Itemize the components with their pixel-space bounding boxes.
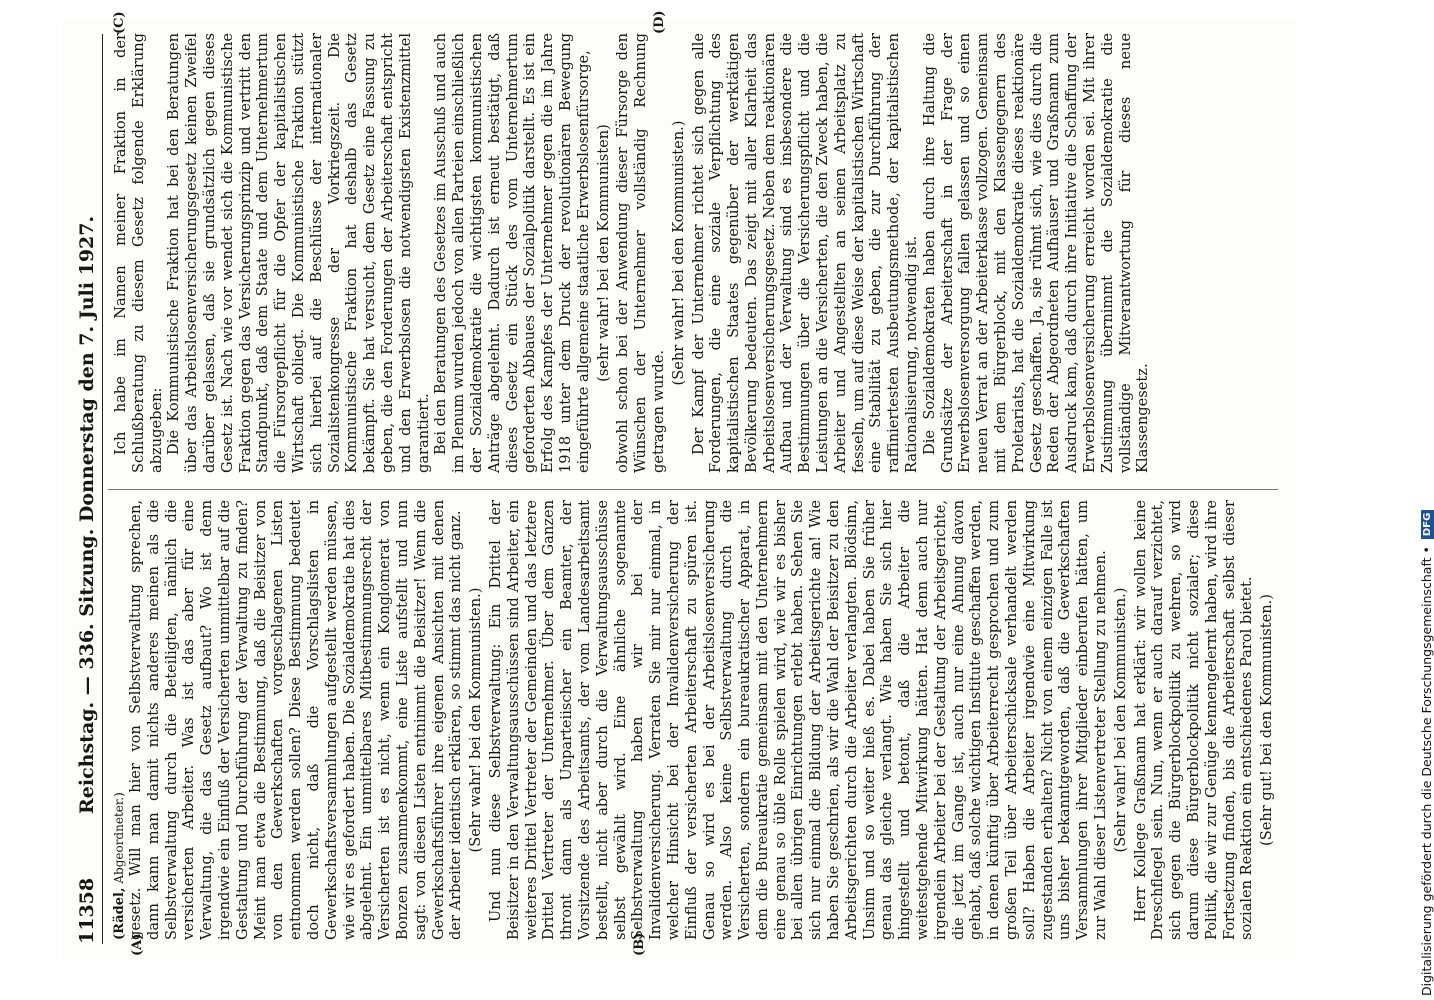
dfg-logo: DFG: [1421, 510, 1434, 539]
interjection: (sehr wahr! bei den Kommunisten): [594, 124, 612, 382]
page-number: 11358: [76, 877, 98, 944]
margin-marker-a: (A): [130, 933, 145, 956]
speaker-line: [112, 500, 127, 940]
interjection: (Sehr wahr! bei den Kommunisten.): [1111, 587, 1129, 853]
right-column: [112, 33, 1282, 473]
body-paragraph: Die Kommunistische Fraktion hat bei den Beratungen über das Arbeitslosenversicherungsgesetz keinen Zweifel darüber gelassen, daß sie grundsätzlich gegen dieses Gesetz ist. Nach wie vor wendet sich die Kommunistische Fraktion gegen das Versicherungsprinzip und vertritt den Standpunkt, daß dem Staate und dem Unternehmertum die Fürsorgepflicht für die Opfer der kapitalistischen Wirtschaft obliegt. Die Kommunistische Fraktion stützt sich hierbei auf die Beschlüsse der internationaler Sozialistenkongresse der Vorkriegszeit. Die Kommunistische Fraktion hat deshalb das Gesetz bekämpft. Sie hat versucht, dem Gesetz eine Fassung zu geben, die den Forderungen der Arbeiterschaft entspricht und den Erwerbslosen die notwendigsten Existenzmittel garantiert.: [165, 33, 432, 473]
right-column-body: [112, 33, 1152, 473]
credit-separator: •: [1419, 546, 1434, 554]
interjection: (Sehr gut! bei den Kommunisten.): [1258, 594, 1276, 846]
page-title: Reichstag. — 336. Sitzung. Donnerstag den 7. Juli 1927.: [76, 215, 98, 814]
body-paragraph: Bei den Beratungen des Gesetzes im Ausschuß und auch im Plenum wurden jedoch von allen Parteien einschließlich der Sozialdemokratie die wichtigsten kommunistischen Anträge abgelehnt. Dadurch ist erneut bestätigt, daß dieses Gesetz ein Stück des vom Unternehmertum geforderten Abbaues der Sozialpolitik darstellt. Es ist ein Erfolg des Kampfes der Unternehmer gegen die im Jahre 1918 unter dem Druck der revolutionären Bewegung eingeführte allgemeine staatliche Erwerbslosenfürsorge,: [432, 33, 592, 473]
body-paragraph: gesetz. Will man hier von Selbstverwaltung sprechen, dann kann man damit nichts anderes meinen als die Selbstverwaltung durch die Beteiligten, nämlich die versicherten Arbeiter. Was ist das aber für eine Verwaltung, die das Gesetz aufbaut? Wo ist denn irgendwie ein Einfluß der Versicherten unmittelbar auf die Gestaltung und Durchführung der Verwaltung zu finden? Meint man etwa die Bestimmung, daß die Beisitzer von von den Gewerkschaften vorgeschlagenen Listen entnommen werden sollen? Diese Bestimmung bedeutet doch nicht, daß die Vorschlagslisten in Gewerkschaftsversammlungen aufgestellt werden müssen, wie wir es gefordert haben. Die Sozialdemokratie hat dies abgelehnt. Ein unmittelbares Mitbestimmungsrecht der Versicherten ist es nicht, wenn ein Konglomerat von Bonzen zusammenkommt, eine Liste aufstellt und nun sagt: von diesen Listen entnimmt die Beisitzer! Wenn die Gewerkschaftsführer ihre eigenen Ansichten mit denen der Arbeiter identisch erklären, so stimmt das nicht ganz.: [127, 500, 465, 940]
left-column-body: [127, 500, 1276, 940]
margin-marker-c: (C): [112, 11, 127, 34]
speaker-role: Abgeordneter.): [112, 792, 126, 884]
body-paragraph: Und nun diese Selbstverwaltung: Ein Drittel der Beisitzer in den Verwaltungsausschüssen sind Arbeiter, ein weiteres Drittel Vertreter der Gemeinden und das letztere Drittel Vertreter der Unternehmer. Über dem Ganzen thront dann als Unparteiischer ein Beamter, der Vorsitzende des Arbeitsamts, der vom Landesarbeitsamt bestellt, nicht aber durch die Verwaltungsausschüsse selbst gewählt wird. Eine ähnliche sogenannte Selbstverwaltung haben wir bei der Invalidenversicherung. Verraten Sie mir nur einmal, in welcher Hinsicht bei der Invalidenversicherung der Einfluß der versicherten Arbeiterschaft zu spüren ist. Genau so wird es bei der Arbeitslosenversicherung werden. Also keine Selbstverwaltung durch die Versicherten, sondern ein bureaukratischer Apparat, in dem die Bureaukratie gemeinsam mit den Unternehmern eine genau so üble Rolle spielen wird, wie wir es bisher bei allen übrigen Einrichtungen erlebt haben. Sehen Sie sich nur einmal die Bildung der Arbeitsgerichte an! Wie haben Sie geschrien, als wir die Wahl der Beisitzer zu den Arbeitsgerichten durch die Arbeiter verlangten. Blödsinn, Unsinn und so weiter hieß es. Dabei haben Sie früher genau das gleiche verlangt. Wie haben Sie sich hier hingestellt und betont, daß die Arbeiter die weitestgehende Mitwirkung hätten. Hat denn auch nur irgendein Arbeiter bei der Gestaltung der Arbeitsgerichte, die jetzt im Gange ist, auch nur eine Ahnung davon gehabt, daß solche wichtigen Institute geschaffen werden, in denen künftig über Arbeiterrecht gesprochen und zum großen Teil über Arbeiterschicksale verhandelt werden soll? Haben die Arbeiter irgendwie eine Mitwirkung zugestanden erhalten? Nicht von einem einzigen Falle ist uns bisher bekanntgeworden, daß die Gewerkschaften Versammlungen ihrer Mitglieder einberufen hätten, um zur Wahl dieser Listenvertreter Stellung zu nehmen.: [486, 500, 1110, 940]
newspaper-page: [62, 10, 1296, 960]
interjection: (Sehr wahr! bei den Kommunisten.): [467, 587, 485, 853]
body-paragraph: Der Kampf der Unternehmer richtet sich gegen alle Forderungen, die eine soziale Verpflichtung des kapitalistischen Staates gegenüber der werktätigen Bevölkerung bedeuten. Das zeigt mit aller Klarheit das Arbeitslosenversicherungsgesetz. Neben dem reaktionären Aufbau und der Verwaltung sind es insbesondere die Bestimmungen über die Versicherungspflicht und die Leistungen an die Versicherten, die den Zweck haben, die Arbeiter und Angestellten an seinen Arbeitsplatz zu fesseln, um auf diese Weise der kapitalistischen Wirtschaft eine Stabilität zu geben, die zur Durchführung der raffiniertesten Ausbeutungsmethode, der kapitalistischen Rationalisierung, notwendig ist.: [689, 33, 921, 473]
margin-marker-b: (B): [632, 932, 647, 956]
interjection: (Sehr wahr! bei den Kommunisten.): [669, 120, 687, 386]
credit-text: Digitalisierung gefördert durch die Deutsche Forschungsgemeinschaft: [1419, 557, 1434, 996]
body-paragraph: Herr Kollege Graßmann hat erklärt: wir wollen keine Dreschflegel sein. Nun, wenn er auch darauf verzichtet, sich gegen die Bürgerblockpolitik zu wehren, so wird darum diese Bürgerblockpolitik nicht sozialer; diese Politik, die wir zur Genüge kennengelernt haben, wird ihre Fortsetzung finden, bis die Arbeiterschaft selbst dieser sozialen Reaktion ein entschiedenes Parol bietet.: [1131, 500, 1256, 940]
column-divider: [108, 489, 1278, 490]
page-header: [76, 34, 103, 944]
left-column: [112, 500, 1282, 940]
body-paragraph: Die Sozialdemokraten haben durch ihre Haltung die Grundsätze der Arbeiterschaft in der Frage der Erwerbslosenversorgung fallen gelassen und so einen neuen Verrat an der Arbeiterklasse vollzogen. Gemeinsam mit dem Bürgerblock, mit den Klassengegnern des Proletariats, hat die Sozialdemokratie dieses reaktionäre Gesetz geschaffen. Ja, sie rühmt sich, wie dies durch die Reden der Abgeordneten Aufhäuser und Graßmann zum Ausdruck kam, daß durch ihre Initiative die Schaffung der Erwerbslosenversicherung erreicht worden sei. Mit ihrer Zustimmung übernimmt die Sozialdemokratie die vollständige Mitverantwortung für dieses neue Klassengesetz.: [920, 33, 1152, 473]
speaker-name: (Rädel,: [112, 887, 127, 940]
digitization-credit: [1418, 0, 1434, 996]
margin-marker-d: (D): [652, 10, 667, 34]
body-paragraph: Ich habe im Namen meiner Fraktion in der Schlußberatung zu diesem Gesetz folgende Erklärung abzugeben:: [112, 33, 165, 473]
body-paragraph: obwohl schon bei der Anwendung dieser Fürsorge den Wünschen der Unternehmer vollständig Rechnung getragen wurde.: [614, 33, 667, 473]
